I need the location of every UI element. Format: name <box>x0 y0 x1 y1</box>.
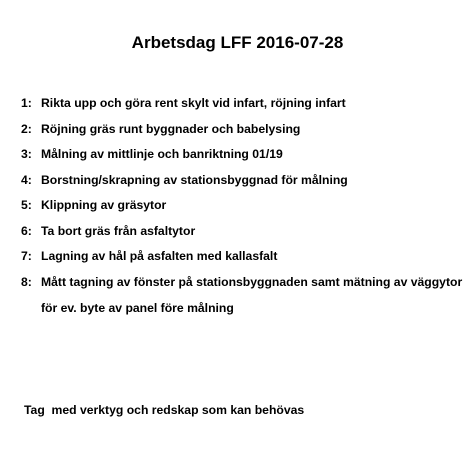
task-number: 2: <box>21 121 32 136</box>
task-item-8 <box>21 274 466 316</box>
document-title: Arbetsdag LFF 2016-07-28 <box>131 33 344 52</box>
task-text: Klippning av gräsytor <box>41 198 167 212</box>
task-text: Ta bort gräs från asfaltytor <box>41 223 196 238</box>
task-text: Röjning gräs runt byggnader och babelysing <box>41 121 301 136</box>
task-text: Rikta upp och göra rent skylt vid infart, röjning infart <box>41 96 346 110</box>
task-item-4 <box>21 172 466 198</box>
task-item-7 <box>21 248 466 274</box>
task-number: 1: <box>21 96 32 110</box>
task-item-1 <box>21 95 466 121</box>
task-item-6 <box>21 223 466 249</box>
task-number: 3: <box>21 147 32 161</box>
footer-note: Tag med verktyg och redskap som kan behövas <box>24 403 305 417</box>
task-text <box>41 274 462 316</box>
task-number: 6: <box>21 223 32 238</box>
task-item-5 <box>21 197 466 223</box>
task-item-2 <box>21 121 466 147</box>
task-list <box>21 95 466 316</box>
task-text-line-2: för ev. byte av panel före målning <box>41 300 234 315</box>
task-text-line-1: Mått tagning av fönster på stationsbyggnaden samt mätning av väggytor <box>41 274 463 289</box>
task-text: Borstning/skrapning av stationsbyggnad för målning <box>41 172 348 187</box>
task-number: 5: <box>21 198 32 212</box>
task-number: 7: <box>21 249 32 263</box>
task-text: Målning av mittlinje och banriktning 01/19 <box>41 147 283 161</box>
task-item-3 <box>21 146 466 172</box>
task-number: 4: <box>21 172 32 187</box>
task-text: Lagning av hål på asfalten med kallasfalt <box>41 249 278 263</box>
task-number: 8: <box>21 274 32 289</box>
